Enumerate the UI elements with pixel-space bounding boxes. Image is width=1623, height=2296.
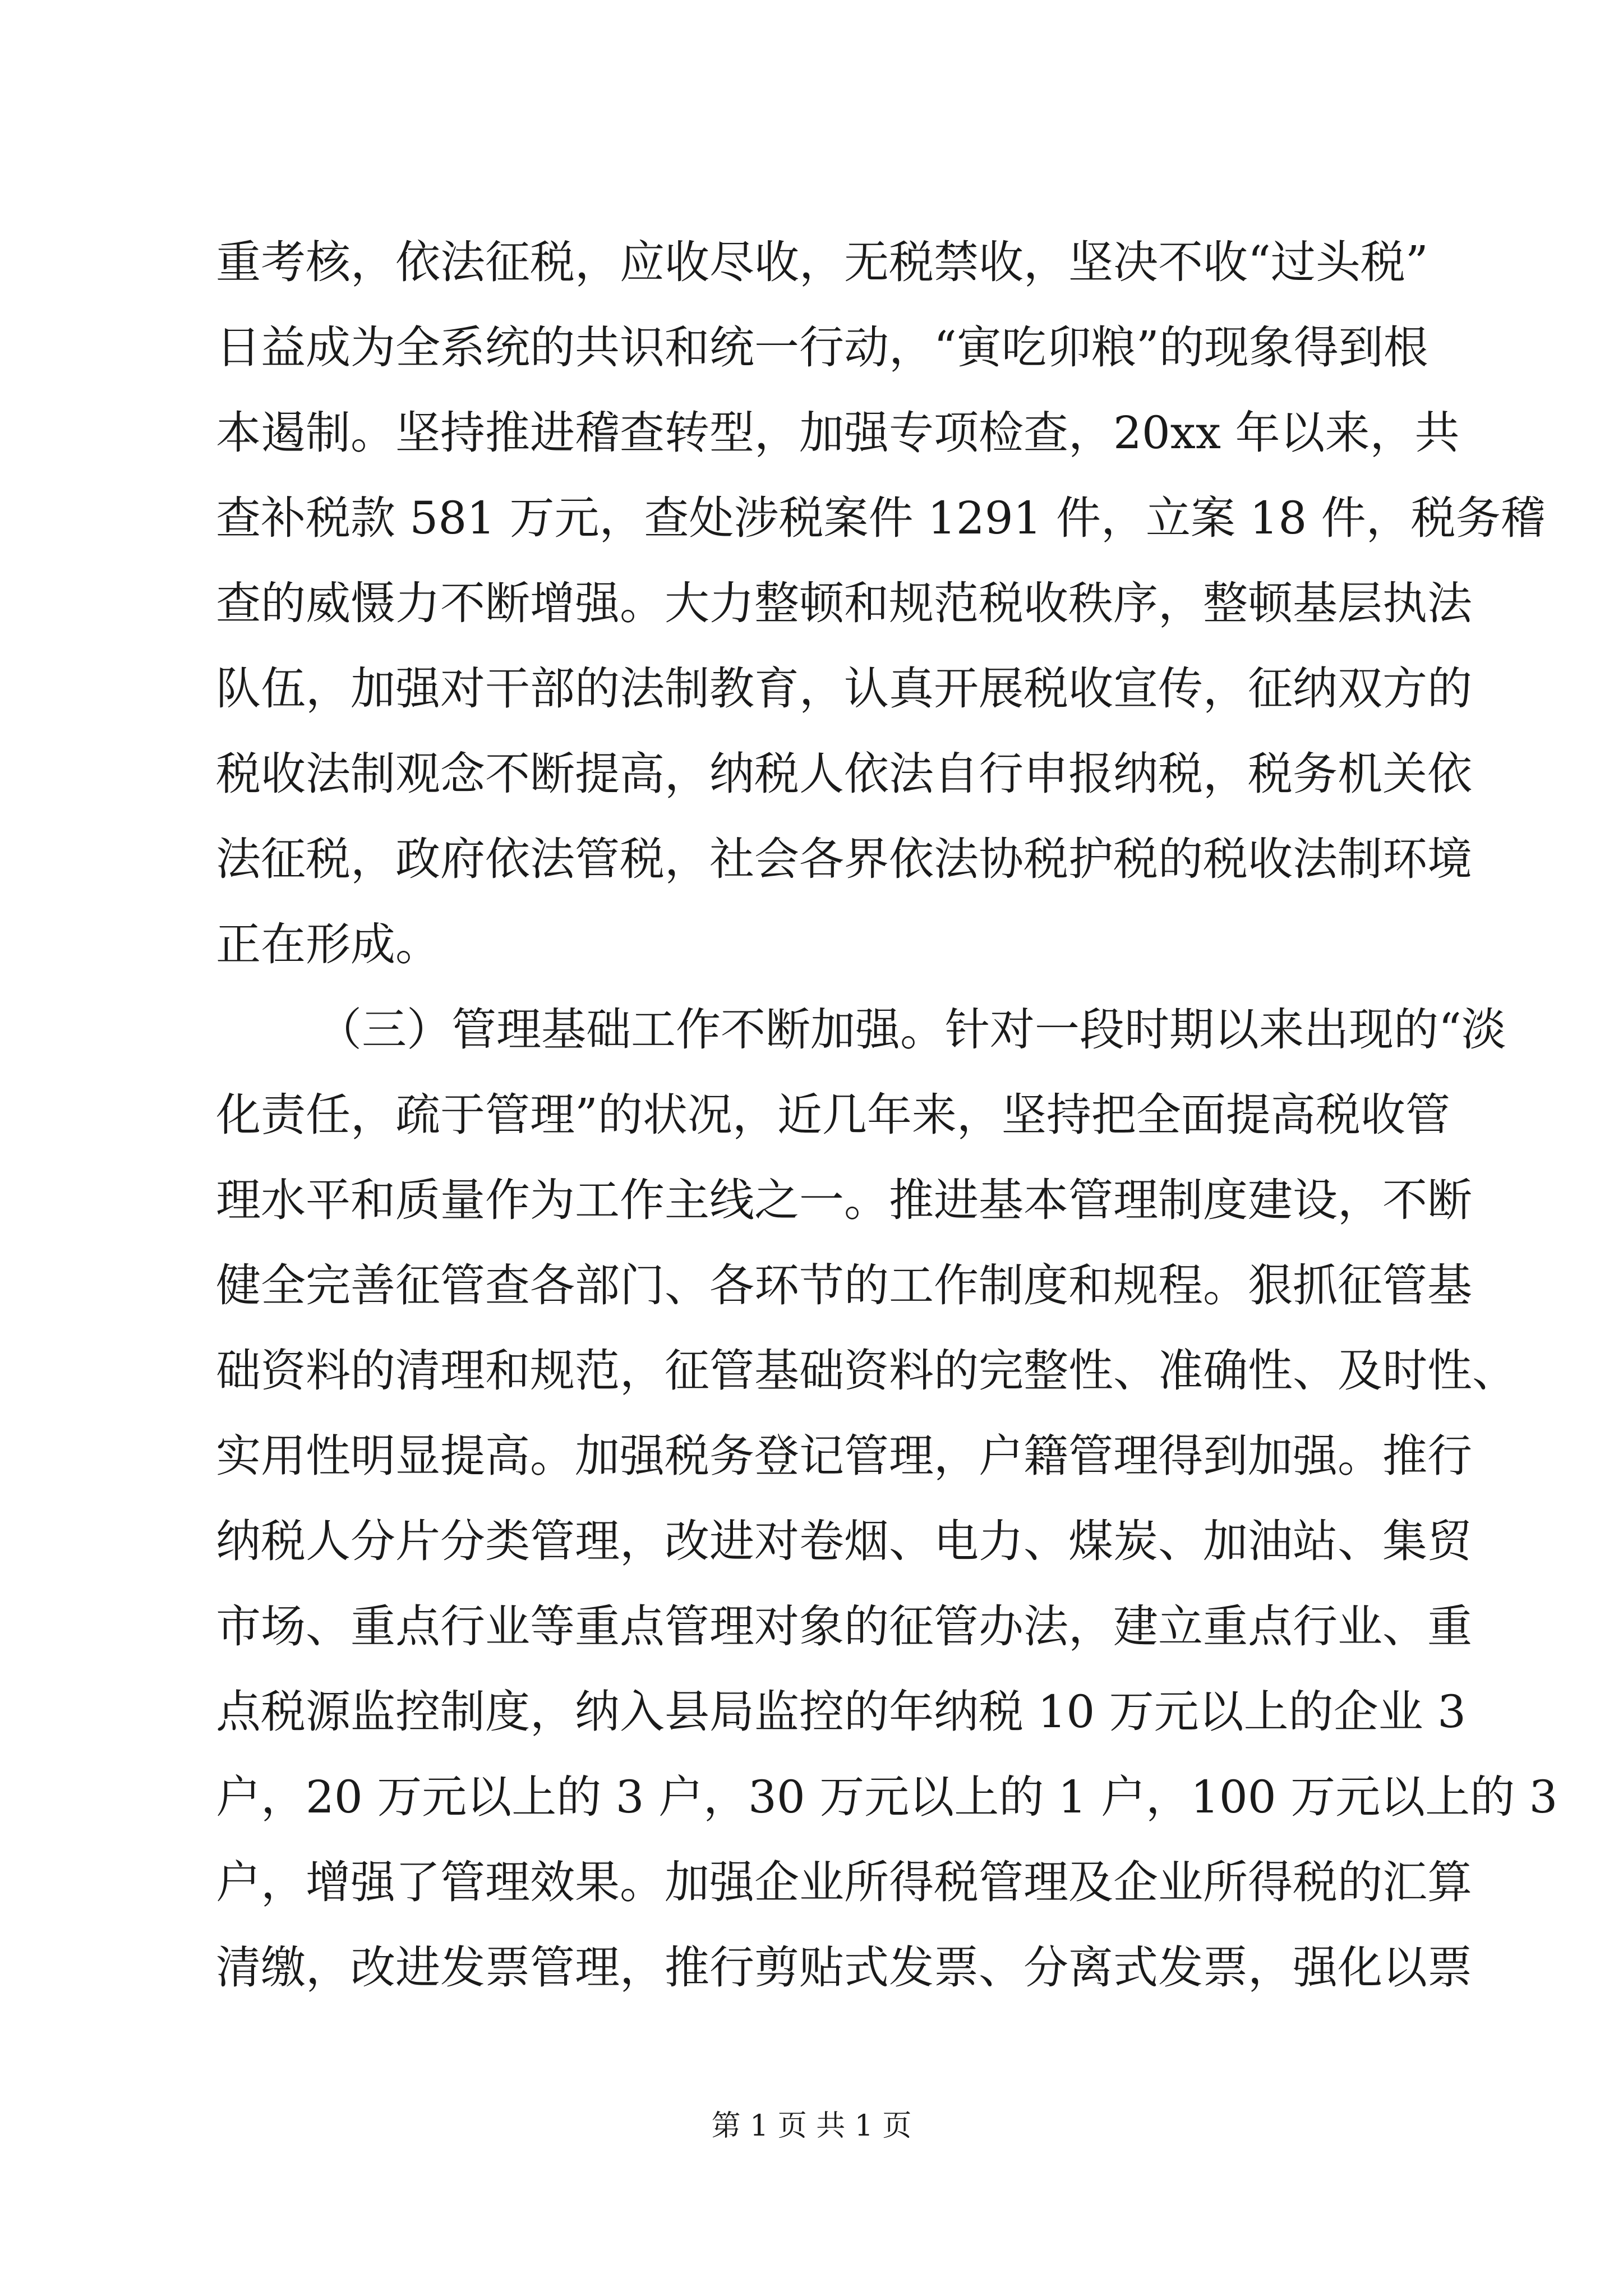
text-line: 础资料的清理和规范，征管基础资料的完整性、准确性、及时性、	[216, 1345, 1517, 1397]
text-line: 税收法制观念不断提高，纳税人依法自行申报纳税，税务机关依	[216, 748, 1472, 800]
text-line: 日益成为全系统的共识和统一行动，“寅吃卯粮”的现象得到根	[216, 321, 1428, 374]
text-line: 队伍，加强对干部的法制教育，认真开展税收宣传，征纳双方的	[216, 662, 1472, 715]
text-line: 法征税，政府依法管税，社会各界依法协税护税的税收法制环境	[216, 833, 1472, 885]
text-line: 实用性明显提高。加强税务登记管理，户籍管理得到加强。推行	[216, 1430, 1472, 1482]
text-line: 查补税款 581 万元，查处涉税案件 1291 件，立案 18 件，税务稽	[216, 492, 1546, 544]
section-heading-line: （三）管理基础工作不断加强。针对一段时期以来出现的“淡	[317, 1004, 1506, 1056]
page-footer	[0, 2106, 1623, 2146]
text-line: 查的威慑力不断增强。大力整顿和规范税收秩序，整顿基层执法	[216, 577, 1472, 629]
text-line: 纳税人分片分类管理，改进对卷烟、电力、煤炭、加油站、集贸	[216, 1515, 1472, 1567]
page-number-label: 第 1 页 共 1 页	[711, 2109, 912, 2143]
text-line: 点税源监控制度，纳入县局监控的年纳税 10 万元以上的企业 3	[216, 1686, 1466, 1738]
body-text	[216, 220, 1558, 2010]
text-line: 化责任，疏于管理”的状况，近几年来，坚持把全面提高税收管	[216, 1089, 1450, 1141]
text-line: 重考核，依法征税，应收尽收，无税禁收，坚决不收“过头税”	[216, 236, 1428, 288]
text-line: 市场、重点行业等重点管理对象的征管办法，建立重点行业、重	[216, 1600, 1472, 1653]
text-line: 理水平和质量作为工作主线之一。推进基本管理制度建设，不断	[216, 1174, 1472, 1226]
text-line: 健全完善征管查各部门、各环节的工作制度和规程。狠抓征管基	[216, 1259, 1472, 1312]
text-line: 正在形成。	[216, 918, 440, 970]
text-line: 户，增强了管理效果。加强企业所得税管理及企业所得税的汇算	[216, 1856, 1472, 1908]
text-line: 户，20 万元以上的 3 户，30 万元以上的 1 户，100 万元以上的 3	[216, 1771, 1558, 1823]
text-line: 清缴，改进发票管理，推行剪贴式发票、分离式发票，强化以票	[216, 1941, 1472, 1994]
text-line: 本遏制。坚持推进稽查转型，加强专项检查，20xx 年以来，共	[216, 407, 1460, 459]
